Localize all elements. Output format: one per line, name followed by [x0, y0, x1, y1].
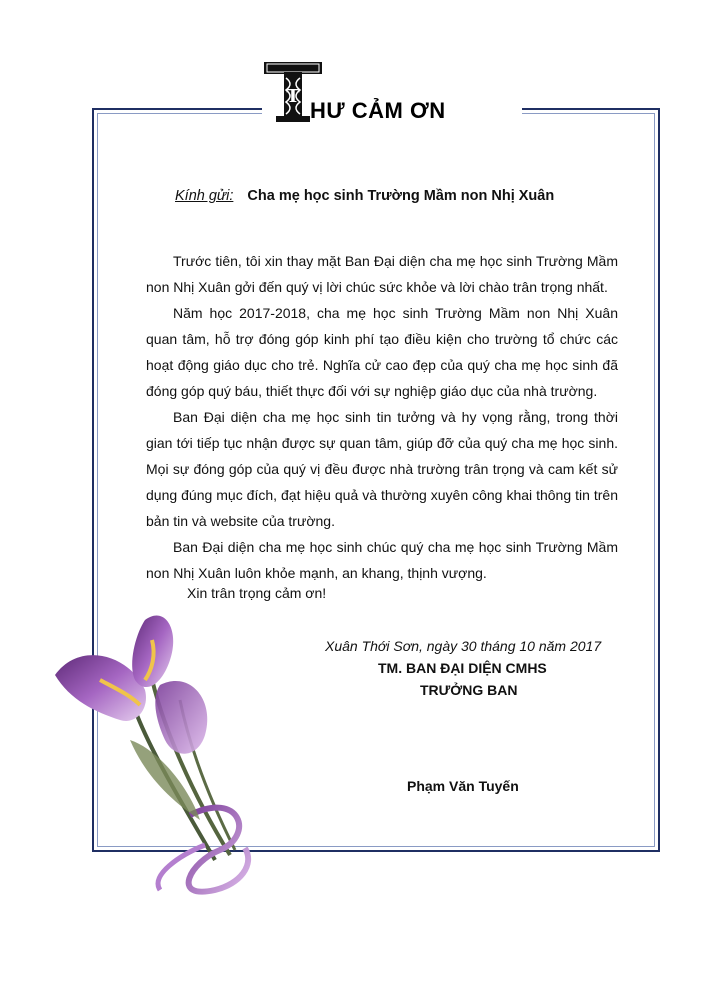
- letter-body: [146, 248, 618, 586]
- body-paragraph: Ban Đại diện cha mẹ học sinh tin tưởng và hy vọng rằng, trong thời gian tới tiếp tục nhận được sự quan tâm, giúp đỡ của quý cha mẹ học sinh. Mọi sự đóng góp của quý vị đều được nhà trường trân trọng và cam kết sử dụng đúng mục đích, đạt hiệu quả và thường xuyên công khai thông tin trên bản tin và website của trường.: [146, 409, 618, 529]
- signature-org: TM. BAN ĐẠI DIỆN CMHS: [378, 660, 547, 676]
- body-paragraph: Trước tiên, tôi xin thay mặt Ban Đại diện cha mẹ học sinh Trường Mầm non Nhị Xuân gởi đến quý vị lời chúc sức khỏe và lời chào trân trọng nhất.: [146, 253, 618, 295]
- signer-name: Phạm Văn Tuyến: [407, 778, 519, 794]
- svg-text:T: T: [286, 86, 300, 107]
- salutation-recipient: Cha mẹ học sinh Trường Mầm non Nhị Xuân: [247, 188, 555, 204]
- salutation-label: Kính gửi:: [175, 188, 234, 204]
- salutation: [175, 188, 554, 204]
- body-paragraph: Năm học 2017-2018, cha mẹ học sinh Trường Mầm non Nhị Xuân quan tâm, hỗ trợ đóng góp kinh phí tạo điều kiện cho trường tổ chức các hoạt động giáo dục cho trẻ. Nghĩa cử cao đẹp của quý cha mẹ học sinh đã đóng góp quý báu, thiết thực đối với sự nghiệp giáo dục của nhà trường.: [146, 305, 618, 399]
- place-date: Xuân Thới Sơn, ngày 30 tháng 10 năm 2017: [325, 638, 602, 654]
- signature-role: TRƯỞNG BAN: [420, 682, 518, 698]
- letter-title: [262, 58, 522, 128]
- closing-line: Xin trân trọng cảm ơn!: [187, 585, 327, 601]
- body-paragraph: Ban Đại diện cha mẹ học sinh chúc quý cha mẹ học sinh Trường Mầm non Nhị Xuân luôn khỏe mạnh, an khang, thịnh vượng.: [146, 539, 618, 581]
- calla-lily-illustration: [40, 600, 280, 910]
- title-text: HƯ CẢM ƠN: [310, 98, 446, 123]
